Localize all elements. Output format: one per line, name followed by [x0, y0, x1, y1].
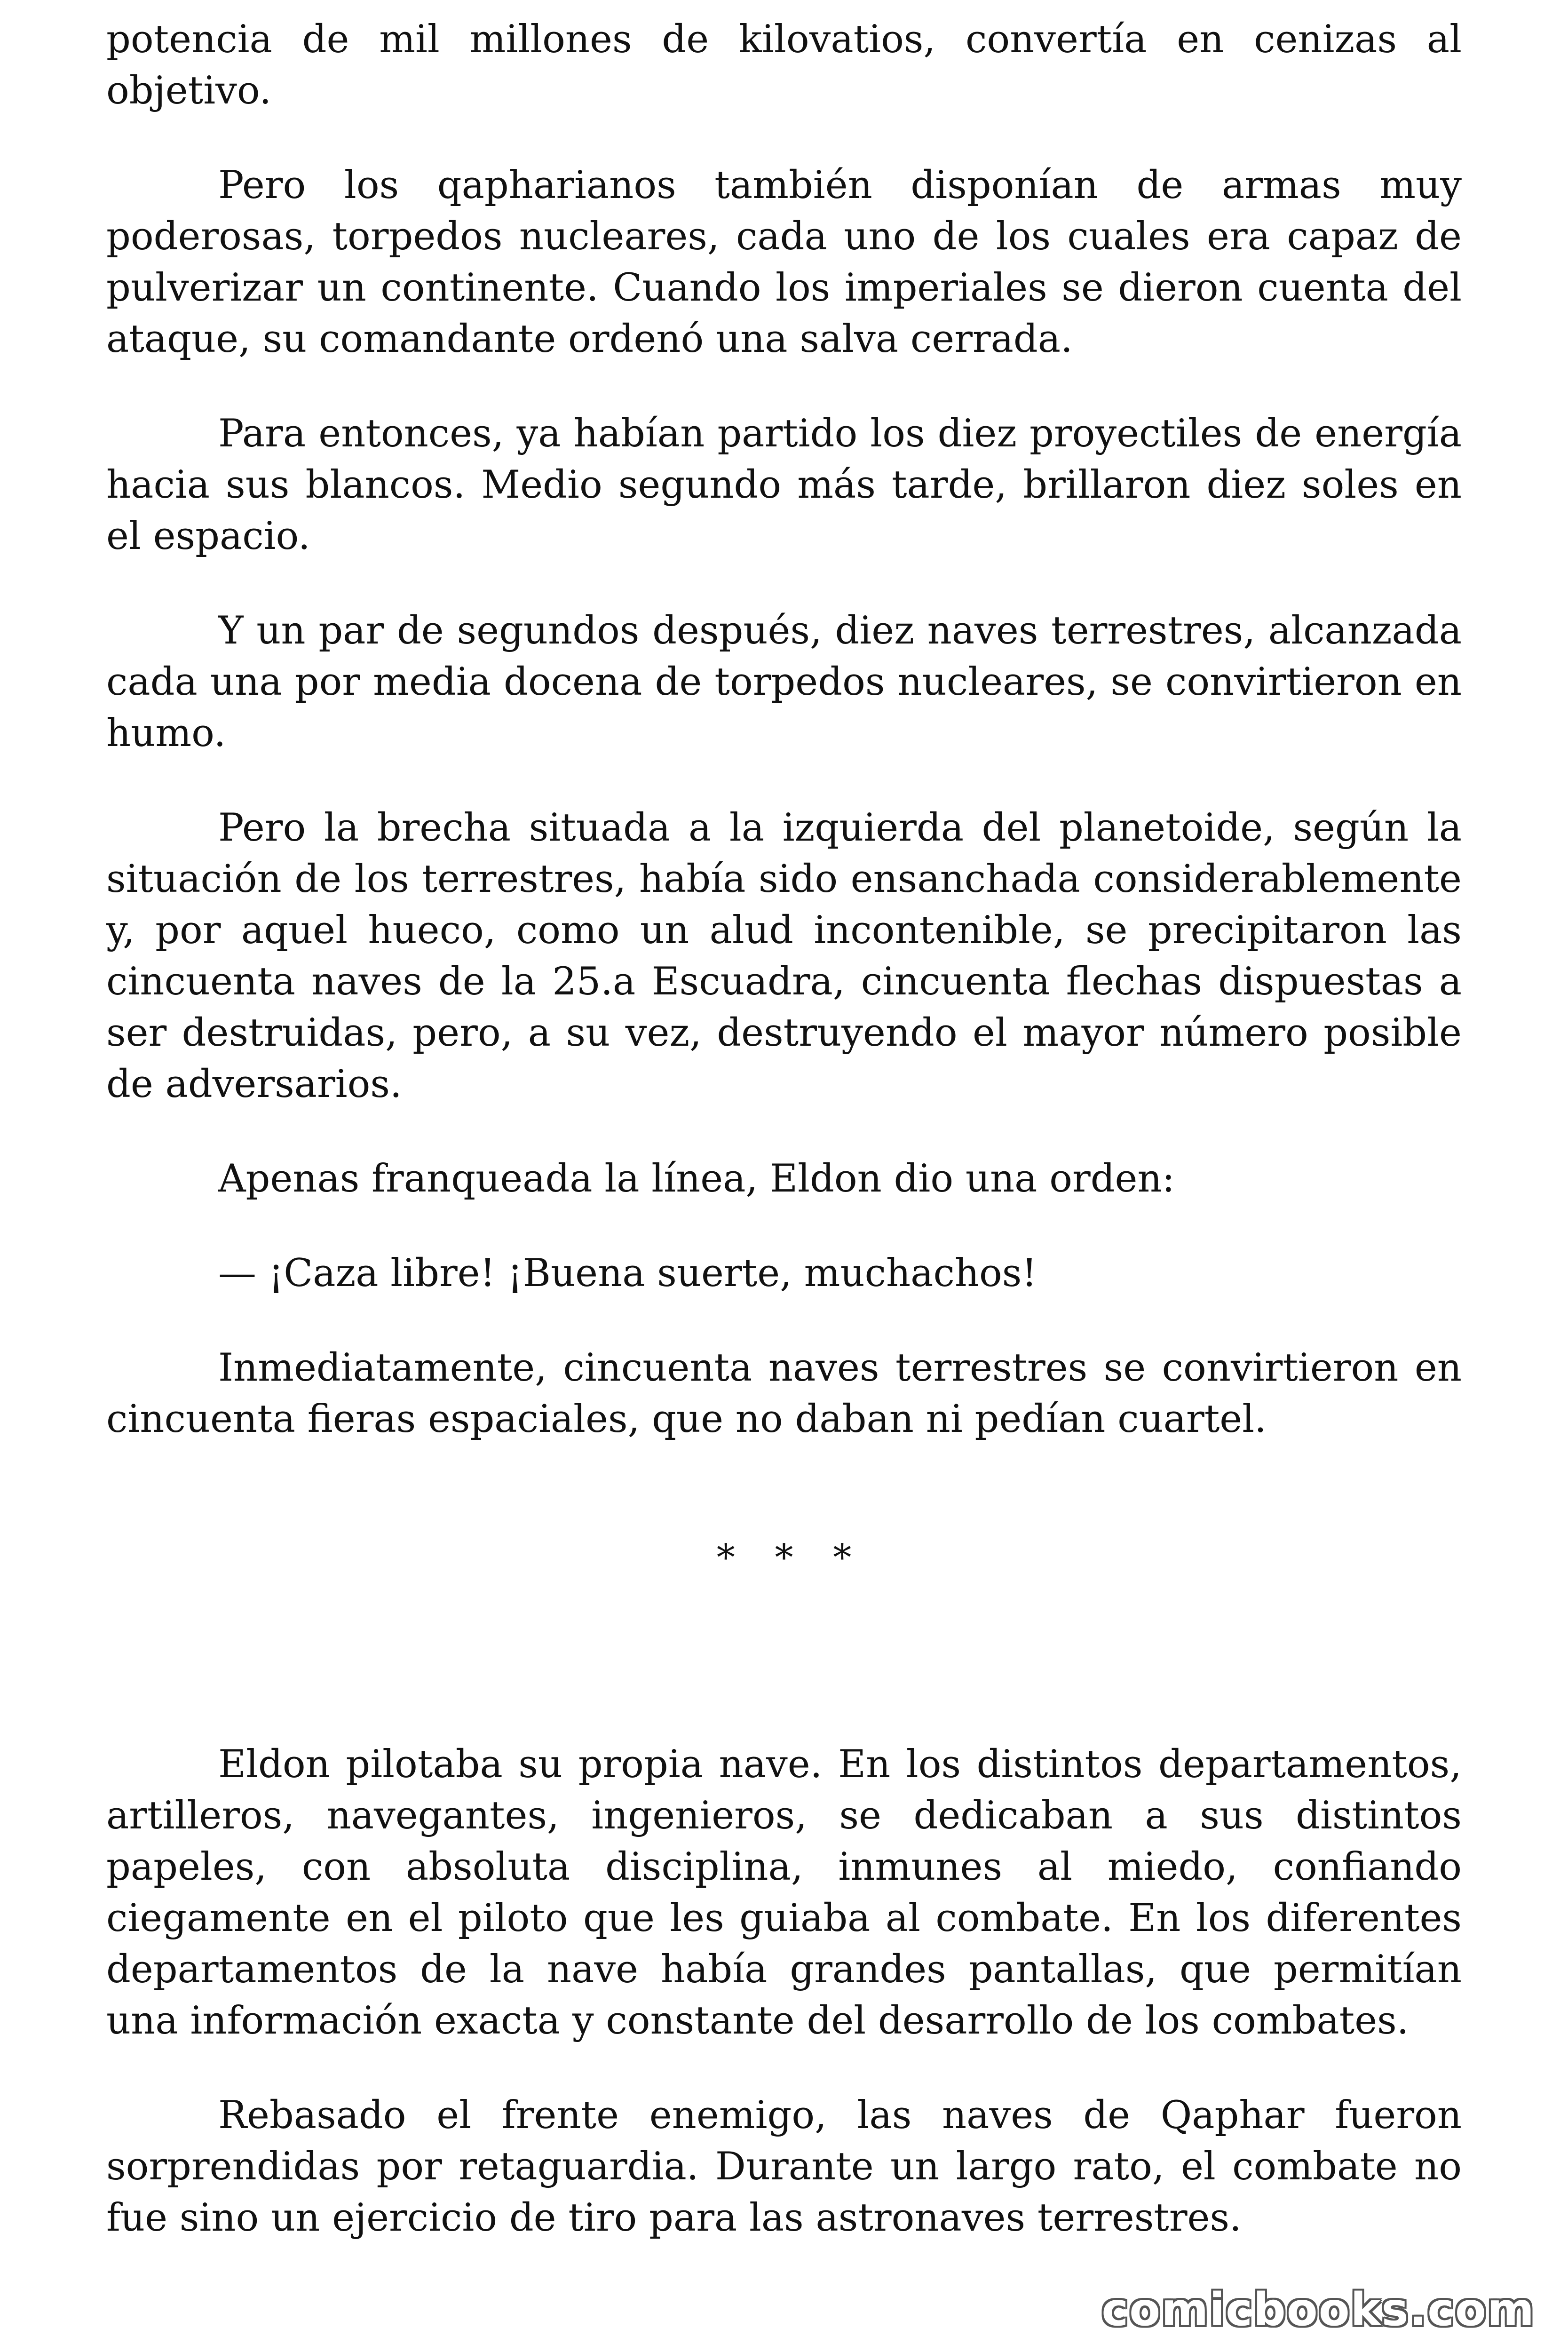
paragraph-8: Inmediatamente, cincuenta naves terrestres se convirtieron en cincuenta fieras espaciales, que no daban ni pedían cuartel.: [106, 1346, 1462, 1441]
paragraph-7-dialogue: — ¡Caza libre! ¡Buena suerte, muchachos!: [218, 1251, 1037, 1295]
paragraph-9: Eldon pilotaba su propia nave. En los distintos departamentos, artilleros, navegantes, ingenieros, se dedicaban a sus distintos papeles, con absoluta disciplina, inmunes al miedo, confiando ciegamente en el piloto que les guiaba al combate. En los diferentes departamentos de la nave había grandes pantallas, que permitían una información exacta y constante del desarrollo de los combates.: [106, 1742, 1462, 2043]
section-break: * * *: [716, 1537, 866, 1579]
paragraph-6: Apenas franqueada la línea, Eldon dio una orden:: [218, 1157, 1175, 1201]
paragraph-4: Y un par de segundos después, diez naves terrestres, alcanzada cada una por media docena de torpedos nucleares, se convirtieron en humo.: [106, 609, 1462, 755]
watermark-logo: comicbooks.com: [1101, 2283, 1535, 2336]
paragraph-3: Para entonces, ya habían partido los diez proyectiles de energía hacia sus blancos. Medio segundo más tarde, brillaron diez soles en el espacio.: [106, 412, 1462, 558]
paragraph-5: Pero la brecha situada a la izquierda del planetoide, según la situación de los terrestres, había sido ensanchada considerablemente y, por aquel hueco, como un alud incontenible, se precipitaron las cincuenta naves de la 25.a Escuadra, cincuenta flechas dispuestas a ser destruidas, pero, a su vez, destruyendo el mayor número posible de adversarios.: [106, 806, 1462, 1106]
paragraph-2: Pero los qapharianos también disponían de armas muy poderosas, torpedos nucleares, cada uno de los cuales era capaz de pulverizar un continente. Cuando los imperiales se dieron cuenta del ataque, su comandante ordenó una salva cerrada.: [106, 163, 1462, 361]
paragraph-10: Rebasado el frente enemigo, las naves de Qaphar fueron sorprendidas por retaguardia. Durante un largo rato, el combate no fue sino un ejercicio de tiro para las astronaves terrestres.: [106, 2093, 1462, 2240]
paragraph-1: potencia de mil millones de kilovatios, convertía en cenizas al objetivo.: [106, 17, 1462, 113]
document-page: [106, 14, 1462, 2244]
